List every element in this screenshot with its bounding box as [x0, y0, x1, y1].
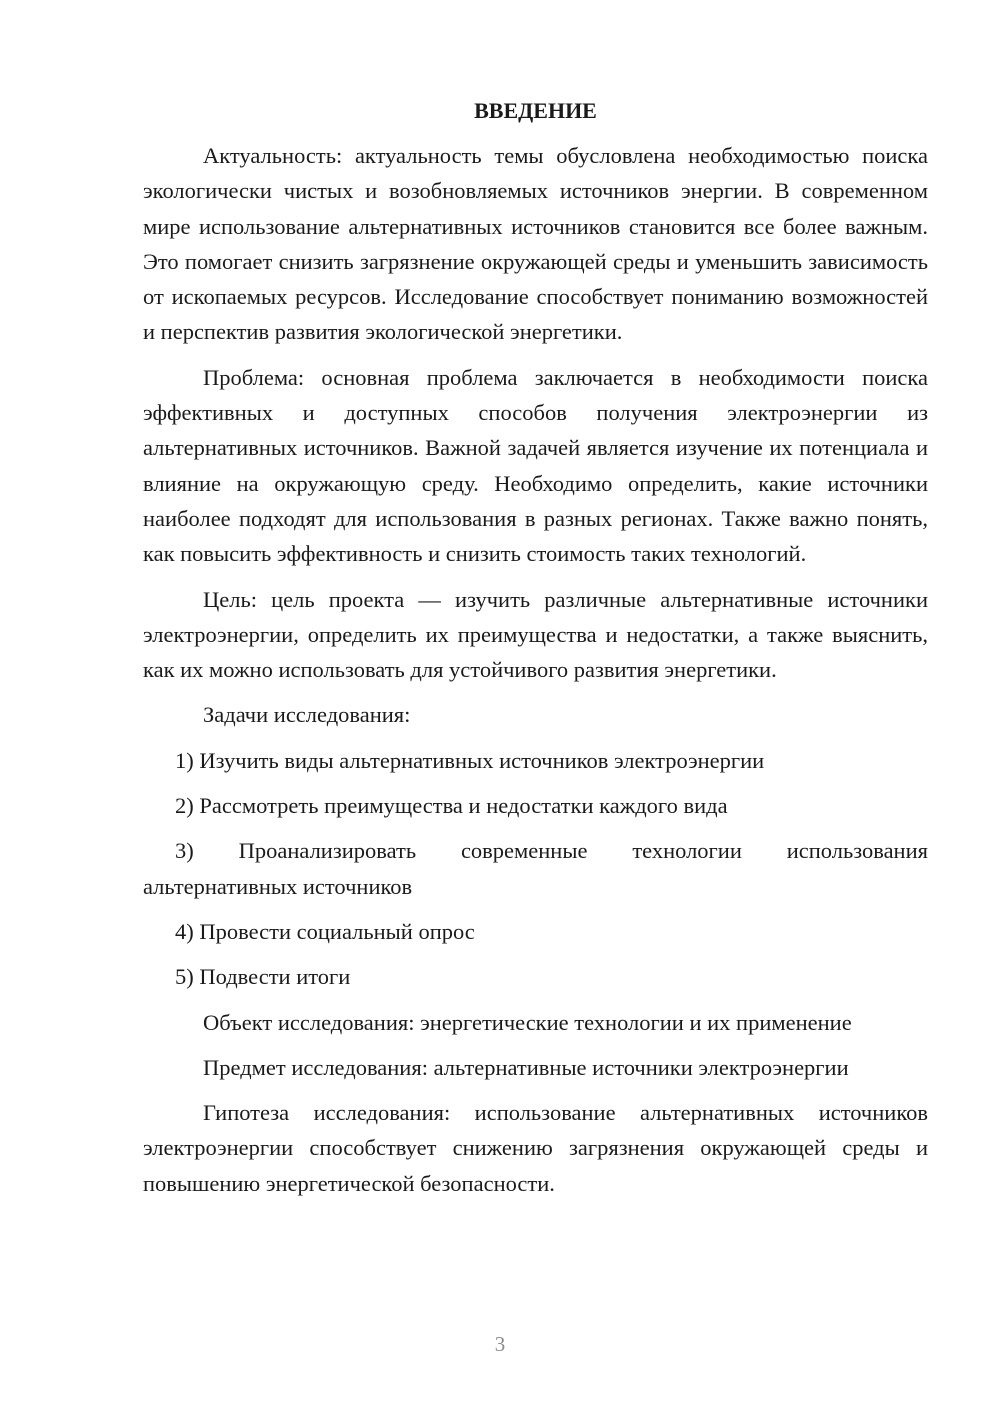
object-paragraph: Объект исследования: энергетические технологии и их применение — [203, 1009, 852, 1035]
task-item-5: 5) Подвести итоги — [175, 964, 351, 990]
page-title: ВВЕДЕНИЕ — [474, 98, 597, 123]
subject-paragraph: Предмет исследования: альтернативные источники электроэнергии — [203, 1054, 849, 1080]
task-item-3: 3) Проанализировать современные технологии использования альтернативных источников — [143, 838, 928, 899]
goal-paragraph: Цель: цель проекта — изучить различные альтернативные источники электроэнергии, определить их преимущества и недостатки, а также выяснить, как их можно использовать для устойчивого развития энергетики. — [143, 586, 928, 683]
hypothesis-paragraph: Гипотеза исследования: использование альтернативных источников электроэнергии способствует снижению загрязнения окружающей среды и повышению энергетической безопасности. — [143, 1100, 928, 1196]
document-page — [143, 90, 928, 1211]
task-item-4: 4) Провести социальный опрос — [175, 918, 475, 944]
relevance-paragraph: Актуальность: актуальность темы обусловлена необходимостью поиска экологически чистых и возобновляемых источников энергии. В современном мире использование альтернативных источников становится все более важным. Это помогает снизить загрязнение окружающей среды и уменьшить зависимость от ископаемых ресурсов. Исследование способствует пониманию возможностей и перспектив развития экологической энергетики. — [143, 143, 928, 345]
tasks-heading: Задачи исследования: — [203, 702, 411, 728]
task-item-1: 1) Изучить виды альтернативных источников электроэнергии — [175, 747, 765, 773]
task-item-2: 2) Рассмотреть преимущества и недостатки каждого вида — [175, 793, 728, 819]
page-number: 3 — [494, 1332, 506, 1356]
problem-paragraph: Проблема: основная проблема заключается в необходимости поиска эффективных и доступных способов получения электроэнергии из альтернативных источников. Важной задачей является изучение их потенциала и влияние на окружающую среду. Необходимо определить, какие источники наиболее подходят для использования в разных регионах. Также важно понять, как повысить эффективность и снизить стоимость таких технологий. — [143, 364, 928, 567]
